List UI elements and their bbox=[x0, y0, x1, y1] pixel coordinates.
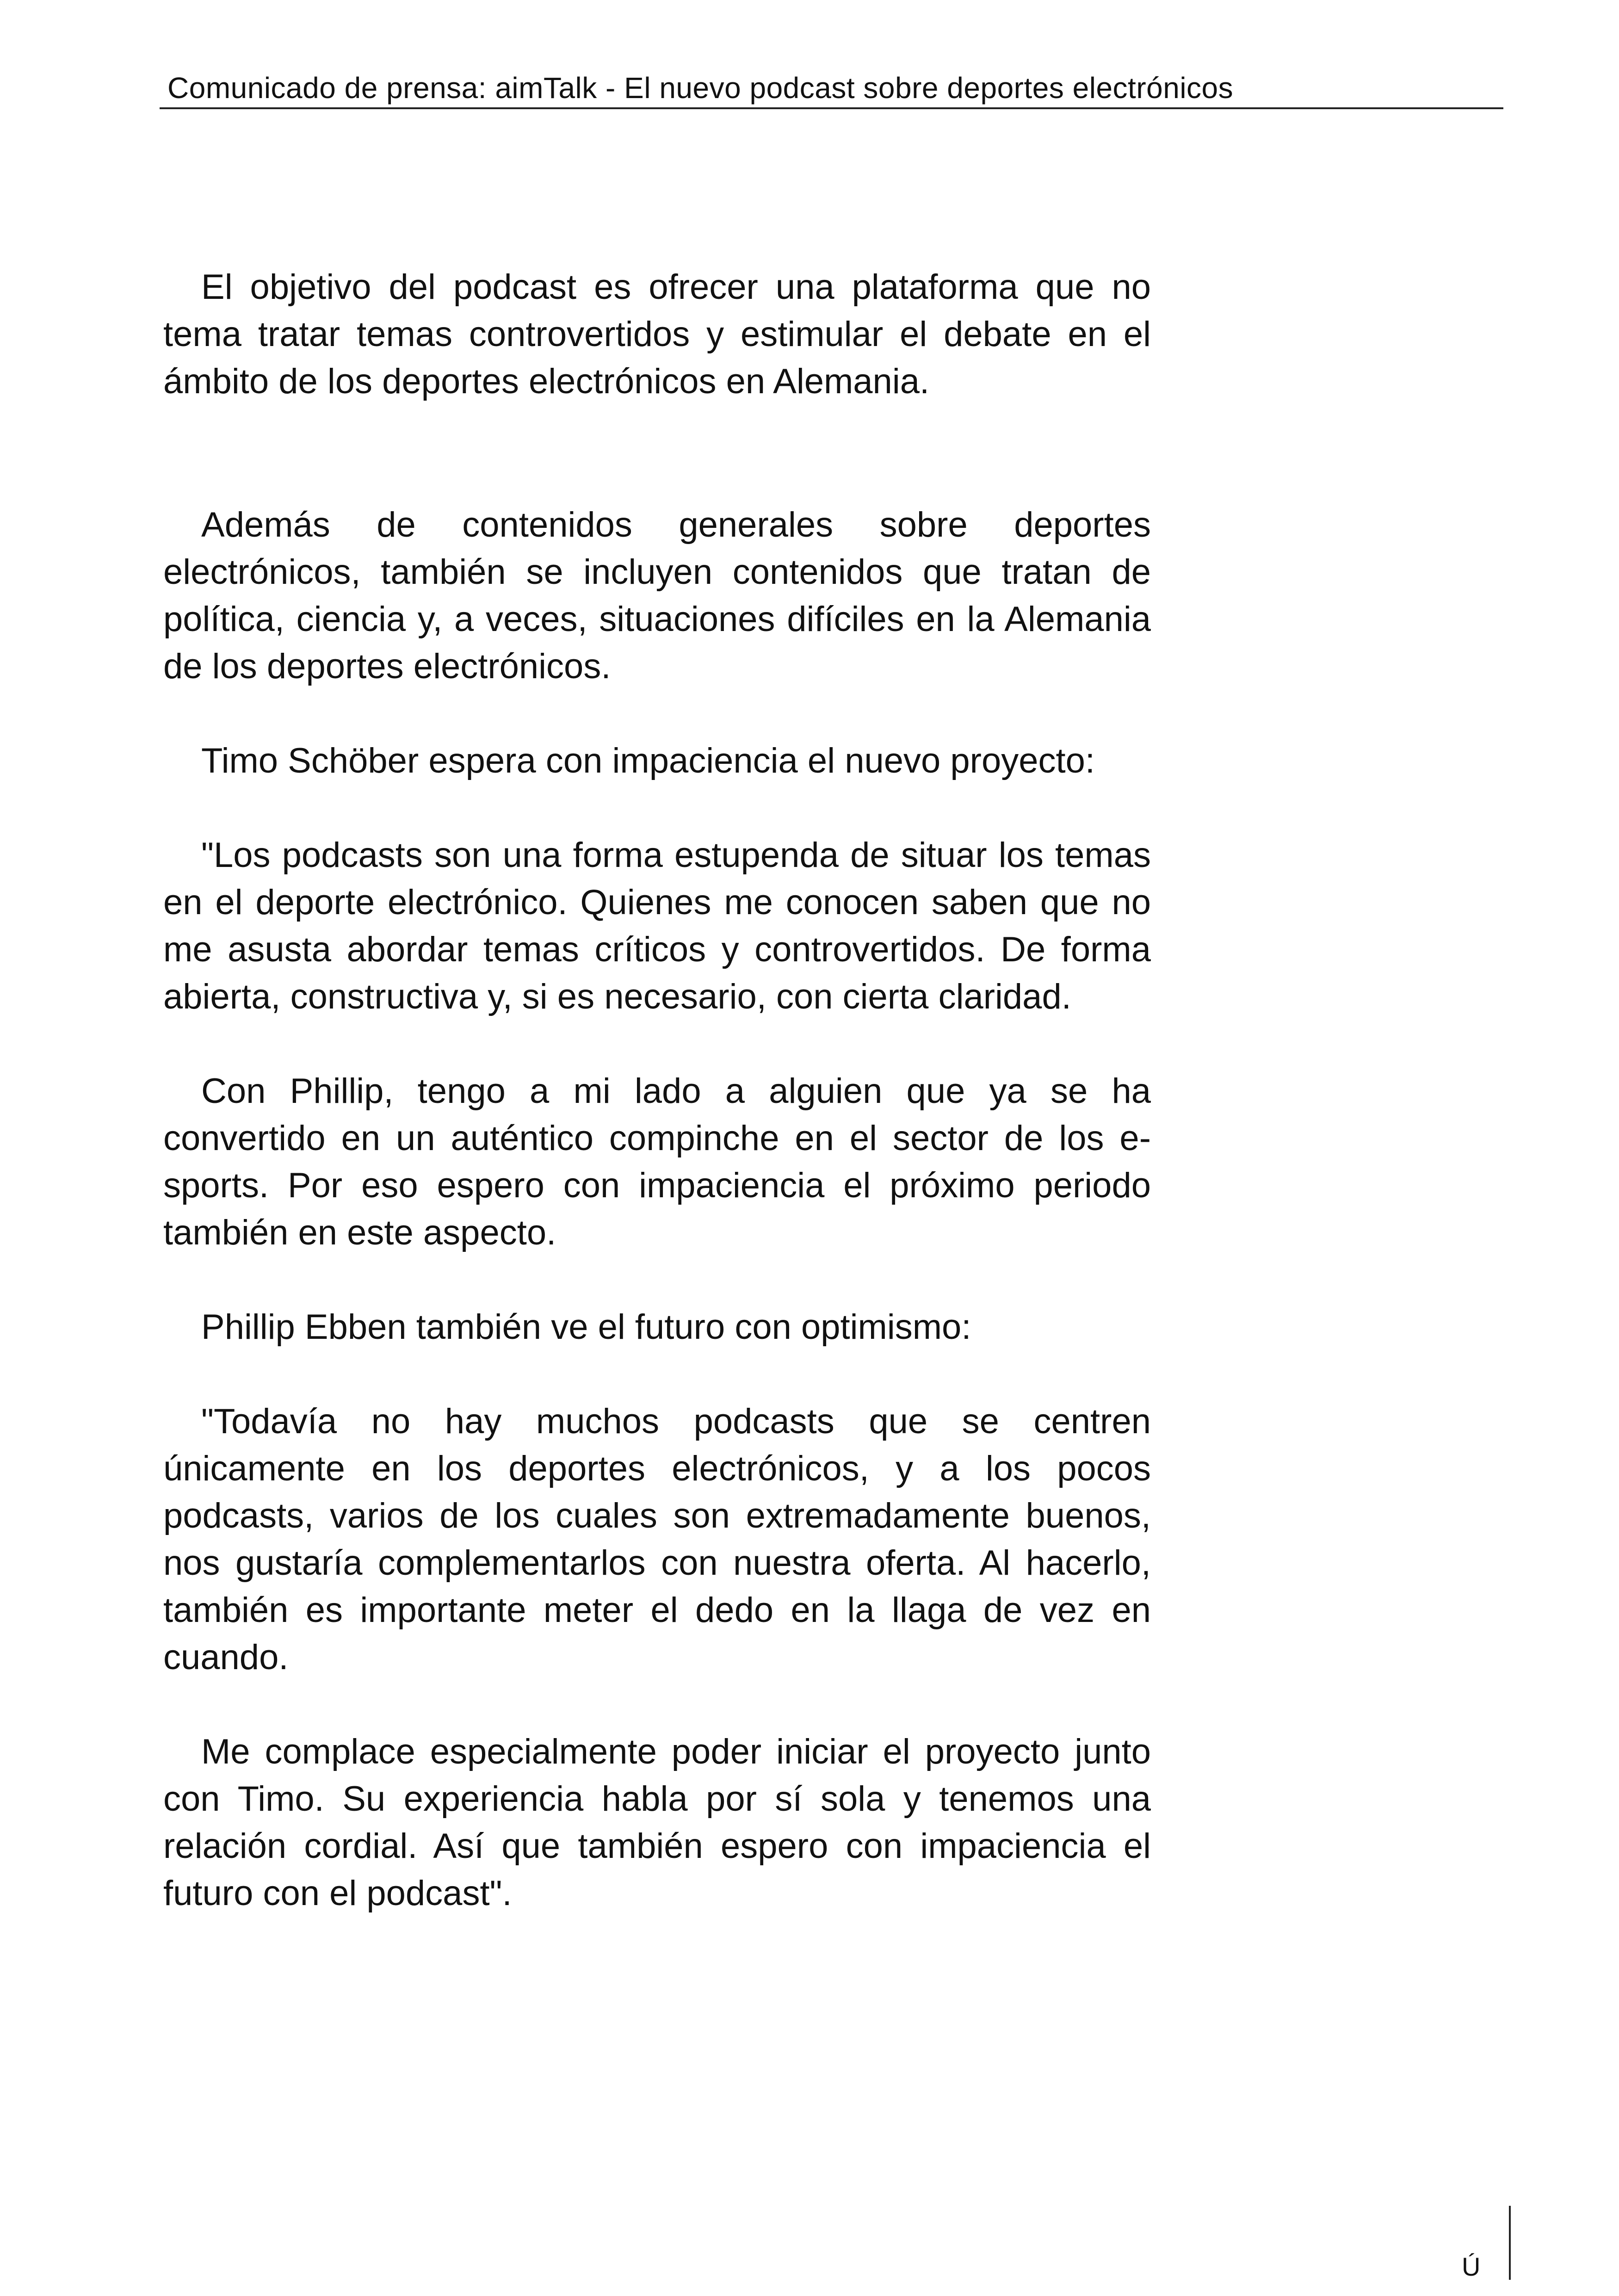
paragraph-phillip-quote-1: "Todavía no hay muchos podcasts que se centren únicamente en los deportes electrónicos, y a los pocos podcasts, varios de los cuales son extremadamente buenos, nos gustaría complementarlos con nuestra oferta. Al hacerlo, también es importante meter el dedo en la llaga de vez en cuando. bbox=[163, 1402, 1151, 1677]
header-title: Comunicado de prensa: aimTalk - El nuevo podcast sobre deportes electrónicos bbox=[167, 71, 1234, 105]
paragraph-timo-quote-1: "Los podcasts son una forma estupenda de situar los temas en el deporte electrónico. Quienes me conocen saben que no me asusta abordar temas críticos y controvertidos. De forma abierta, constructiva y, si es necesario, con cierta claridad. bbox=[163, 835, 1151, 1016]
page-number: Ú bbox=[1462, 2252, 1481, 2281]
paragraph-timo-quote-2: Con Phillip, tengo a mi lado a alguien que ya se ha convertido en un auténtico compinche en el sector de los e-sports. Por eso espero con impaciencia el próximo periodo también en este aspecto. bbox=[163, 1071, 1151, 1252]
paragraph-podcast-goal: El objetivo del podcast es ofrecer una plataforma que no tema tratar temas controvertidos y estimular el debate en el ámbito de los deportes electrónicos en Alemania. bbox=[163, 267, 1151, 401]
paragraph-content-topics: Además de contenidos generales sobre deportes electrónicos, también se incluyen contenidos que tratan de política, ciencia y, a veces, situaciones difíciles en la Alemania de los deportes electrónicos. bbox=[163, 505, 1151, 686]
document-body bbox=[163, 264, 1151, 1917]
paragraph-phillip-quote-2: Me complace especialmente poder iniciar el proyecto junto con Timo. Su experiencia habla por sí sola y tenemos una relación cordial. Así que también espero con impaciencia el futuro con el podcast". bbox=[163, 1732, 1151, 1913]
page-margin-rule bbox=[1509, 2206, 1511, 2280]
page-header bbox=[160, 65, 1503, 109]
paragraph-timo-intro: Timo Schöber espera con impaciencia el nuevo proyecto: bbox=[201, 741, 1095, 780]
paragraph-phillip-intro: Phillip Ebben también ve el futuro con optimismo: bbox=[201, 1307, 971, 1347]
